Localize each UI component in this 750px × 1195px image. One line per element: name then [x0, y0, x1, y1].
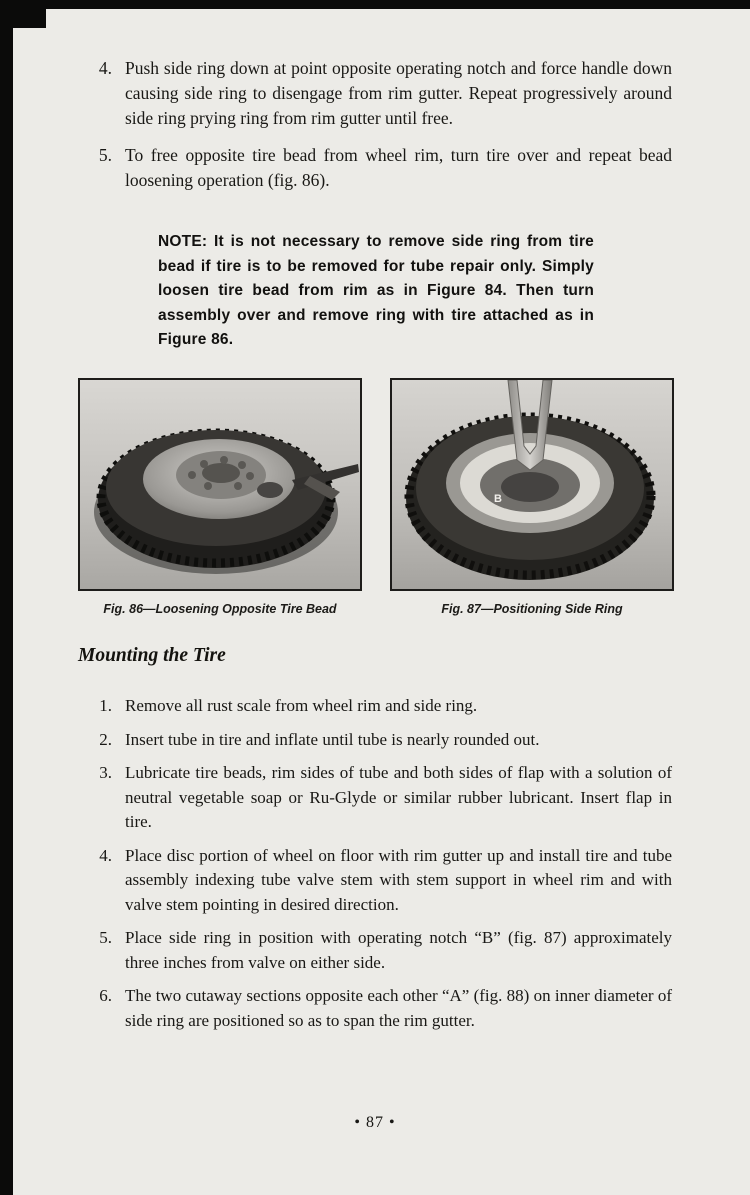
item-number: 3.	[99, 763, 112, 782]
figure-86-photo	[80, 380, 360, 589]
item-text: Remove all rust scale from wheel rim and side ring.	[125, 696, 478, 715]
figure-86-caption: Fig. 86—Loosening Opposite Tire Bead	[103, 602, 337, 616]
list-item	[86, 761, 672, 835]
scan-edge-left	[0, 0, 13, 1195]
figure-86	[78, 378, 362, 591]
item-number: 4.	[98, 58, 112, 78]
scan-edge-top	[0, 0, 750, 9]
item-number: 5.	[99, 928, 112, 947]
item-number: 6.	[99, 986, 112, 1005]
list-item	[86, 926, 672, 975]
figure-87-photo	[392, 380, 672, 589]
mounting-steps-list	[86, 694, 672, 1042]
list-item	[86, 56, 672, 131]
list-item	[86, 984, 672, 1033]
figure-87-notch-label: B	[494, 493, 502, 505]
list-item	[86, 728, 672, 753]
item-text: Place disc portion of wheel on floor with rim gutter up and install tire and tube assembly indexing tube valve stem with stem support in wheel rim and with valve stem pointing in desired direction.	[125, 845, 672, 914]
item-text: Push side ring down at point opposite operating notch and force handle down causing side ring to disengage from rim gutter. Repeat progressively around side ring prying ring from rim gutter until free.	[125, 58, 672, 128]
item-text: Lubricate tire beads, rim sides of tube and both sides of flap with a solution of neutral vegetable soap or Ru-Glyde or similar rubber lubricant. Insert flap in tire.	[125, 763, 672, 831]
figure-87-caption: Fig. 87—Positioning Side Ring	[441, 602, 623, 616]
captions-row	[78, 602, 674, 616]
scan-edge-corner	[0, 0, 46, 28]
item-number: 2.	[99, 729, 112, 749]
item-number: 5.	[98, 145, 112, 165]
list-item	[86, 143, 672, 193]
list-item	[86, 694, 672, 719]
list-item	[86, 844, 672, 918]
section-heading: Mounting the Tire	[78, 645, 226, 666]
item-text: The two cutaway sections opposite each other “A” (fig. 88) on inner diameter of side ring are positioned so as to span the rim gutter.	[125, 986, 672, 1030]
page-number: • 87 •	[354, 1114, 396, 1131]
figures-row	[78, 378, 674, 591]
demounting-steps-list	[86, 56, 672, 205]
item-text: Insert tube in tire and inflate until tube is nearly rounded out.	[125, 729, 540, 749]
item-text: Place side ring in position with operating notch “B” (fig. 87) approximately three inches from valve on either side.	[125, 928, 672, 972]
item-number: 1.	[99, 696, 112, 715]
item-text: To free opposite tire bead from wheel rim, turn tire over and repeat bead loosening operation (fig. 86).	[125, 145, 672, 190]
figure-87	[390, 378, 674, 591]
item-number: 4.	[99, 845, 112, 865]
note-block: NOTE: It is not necessary to remove side ring from tire bead if tire is to be removed for tube repair only. Simply loosen tire bead from rim as in Figure 84. Then turn assembly over and remove ring with tire attached as in Figure 86.	[158, 233, 594, 348]
